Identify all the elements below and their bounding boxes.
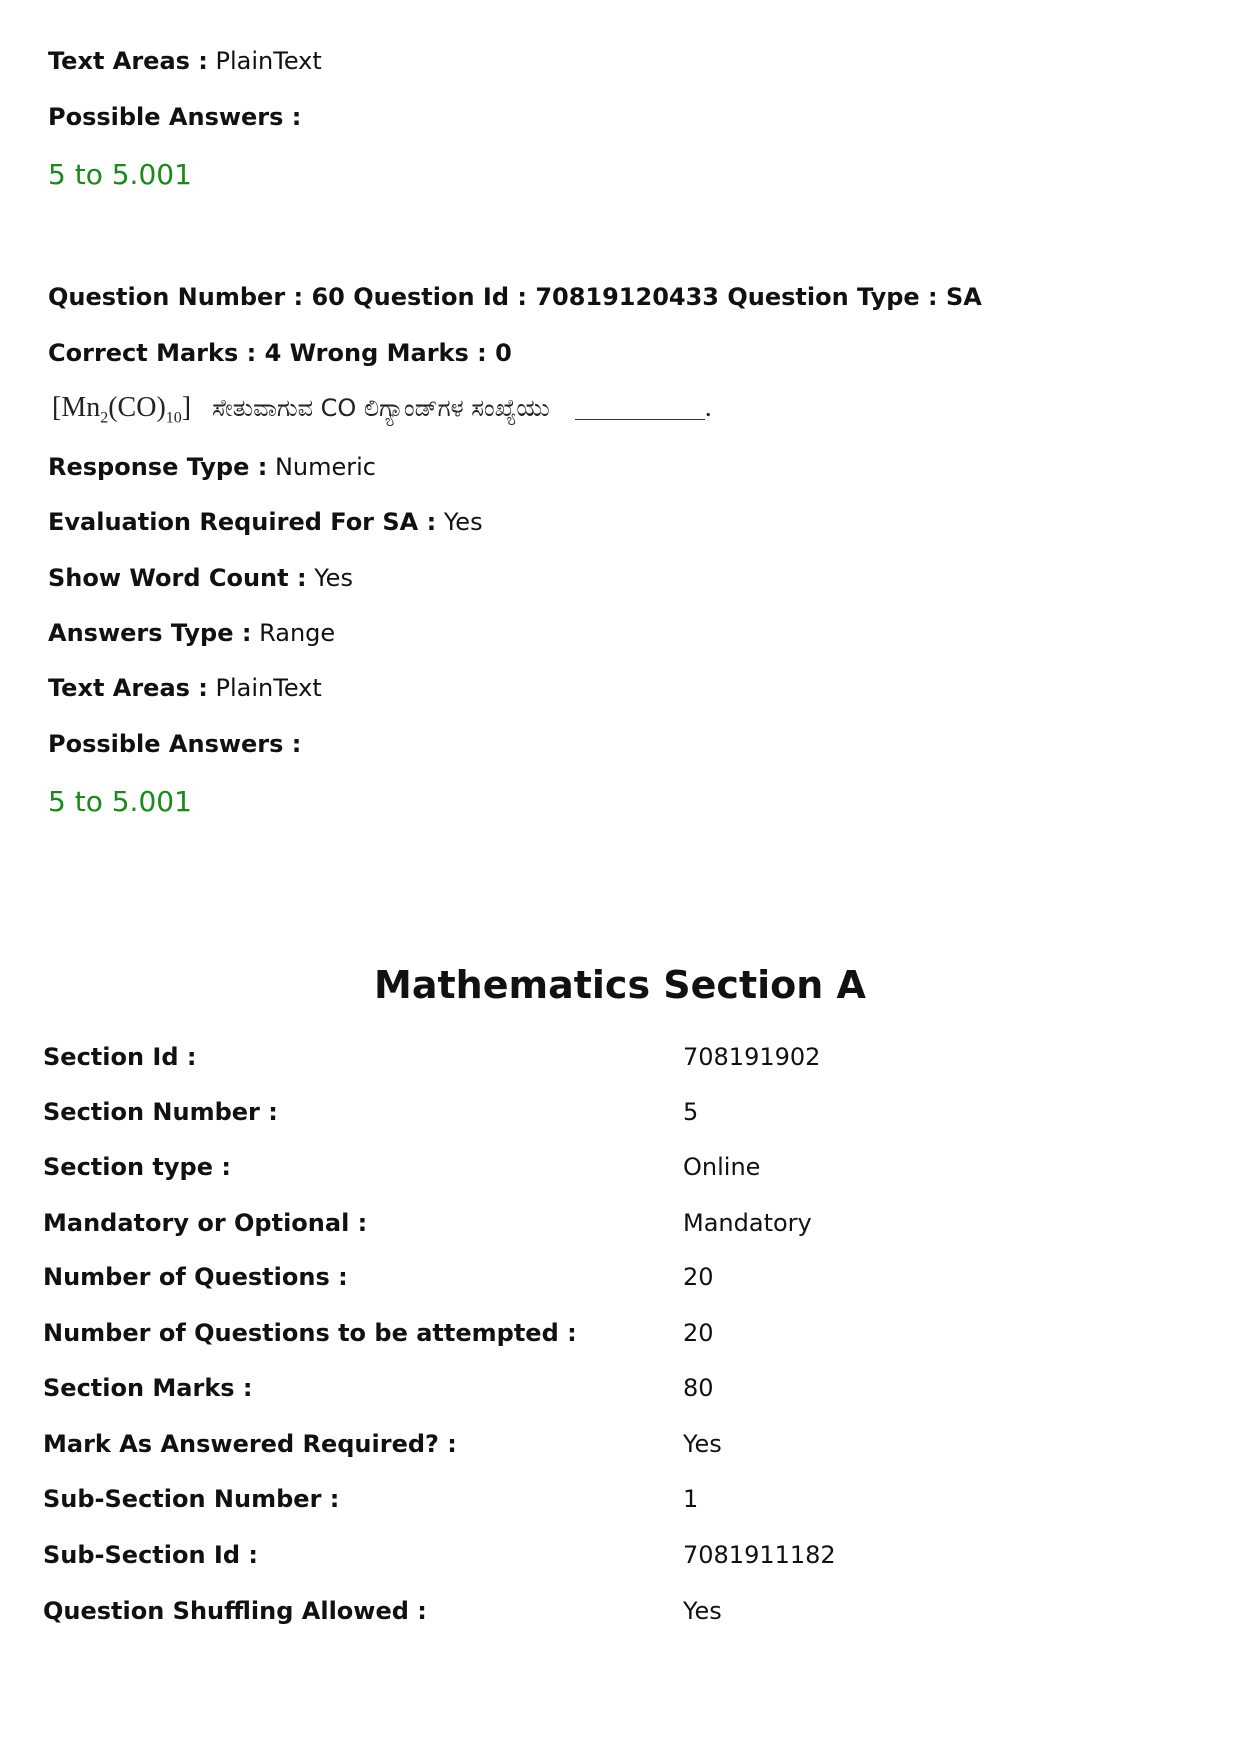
question-possible-answers-value: 5 to 5.001 [48, 785, 192, 818]
section-row-value: 80 [683, 1374, 714, 1402]
question-text-image [52, 386, 712, 430]
answers-type-label: Answers Type : [48, 619, 252, 647]
possible-answers-label: Possible Answers : [48, 103, 302, 131]
evaluation-value: Yes [443, 508, 483, 536]
section-row-section-id [43, 1041, 1193, 1073]
section-row-value: 7081911182 [683, 1541, 836, 1569]
section-row-value: 1 [683, 1485, 699, 1513]
section-row-sub-section-number [43, 1483, 1193, 1515]
section-row-value: 708191902 [683, 1043, 821, 1071]
section-row-section-marks [43, 1372, 1193, 1404]
formula-part-b: (CO) [108, 392, 166, 423]
question-text-areas-line [48, 673, 322, 703]
formula-part-a: [Mn [52, 392, 101, 423]
section-row-value: Mandatory [683, 1209, 812, 1237]
section-row-shuffling [43, 1595, 1193, 1627]
formula-sub-2: 10 [165, 409, 182, 427]
possible-answers-line [48, 102, 301, 132]
evaluation-line [48, 507, 483, 537]
question-header-text: Question Number : 60 Question Id : 70819120433 Question Type : SA [48, 283, 982, 311]
question-text-areas-value: PlainText [215, 674, 322, 702]
question-possible-answers-label: Possible Answers : [48, 730, 302, 758]
section-row-label: Number of Questions : [43, 1263, 348, 1291]
section-row-label: Section Marks : [43, 1374, 253, 1402]
section-row-value: 5 [683, 1098, 699, 1126]
possible-answers-value: 5 to 5.001 [48, 158, 192, 191]
question-header [48, 282, 982, 312]
word-count-line [48, 563, 353, 593]
question-marks-text: Correct Marks : 4 Wrong Marks : 0 [48, 339, 512, 367]
formula-sub-1: 2 [100, 409, 109, 427]
section-row-section-type [43, 1151, 1193, 1183]
text-areas-label: Text Areas : [48, 47, 208, 75]
section-row-value: Online [683, 1153, 761, 1181]
section-row-value: 20 [683, 1263, 714, 1291]
text-areas-value: PlainText [215, 47, 322, 75]
section-row-label: Number of Questions to be attempted : [43, 1319, 577, 1347]
section-row-label: Mark As Answered Required? : [43, 1430, 457, 1458]
evaluation-label: Evaluation Required For SA : [48, 508, 437, 536]
section-row-value: 20 [683, 1319, 714, 1347]
section-row-mark-as-answered [43, 1428, 1193, 1460]
section-row-questions-to-attempt [43, 1317, 1193, 1349]
section-row-label: Section Number : [43, 1098, 278, 1126]
question-text-areas-label: Text Areas : [48, 674, 208, 702]
answer-blank [575, 399, 705, 420]
response-type-value: Numeric [274, 453, 376, 481]
section-row-label: Mandatory or Optional : [43, 1209, 368, 1237]
question-end-period: . [704, 392, 712, 423]
answers-type-value: Range [259, 619, 336, 647]
section-row-label: Question Shuffling Allowed : [43, 1597, 427, 1625]
answers-type-line [48, 618, 335, 648]
response-type-label: Response Type : [48, 453, 268, 481]
word-count-value: Yes [314, 564, 353, 592]
section-row-label: Section Id : [43, 1043, 197, 1071]
section-row-value: Yes [683, 1597, 722, 1625]
question-possible-answers-line [48, 729, 301, 759]
response-type-line [48, 452, 376, 482]
section-title: Mathematics Section A [374, 963, 866, 1007]
section-row-label: Section type : [43, 1153, 231, 1181]
question-marks [48, 338, 512, 368]
section-row-mandatory [43, 1207, 1193, 1239]
section-row-sub-section-id [43, 1539, 1193, 1571]
section-row-label: Sub-Section Id : [43, 1541, 258, 1569]
section-row-label: Sub-Section Number : [43, 1485, 340, 1513]
section-row-number-of-questions [43, 1261, 1193, 1293]
text-areas-line [48, 46, 322, 76]
formula-part-c: ] [181, 392, 192, 423]
question-kannada-text: ಸೇತುವಾಗುವ CO ಲಿಗ್ಯಾಂಡ್‌ಗಳ ಸಂಖ್ಯೆಯು [212, 394, 550, 422]
word-count-label: Show Word Count : [48, 564, 307, 592]
section-row-section-number [43, 1096, 1193, 1128]
section-row-value: Yes [683, 1430, 722, 1458]
